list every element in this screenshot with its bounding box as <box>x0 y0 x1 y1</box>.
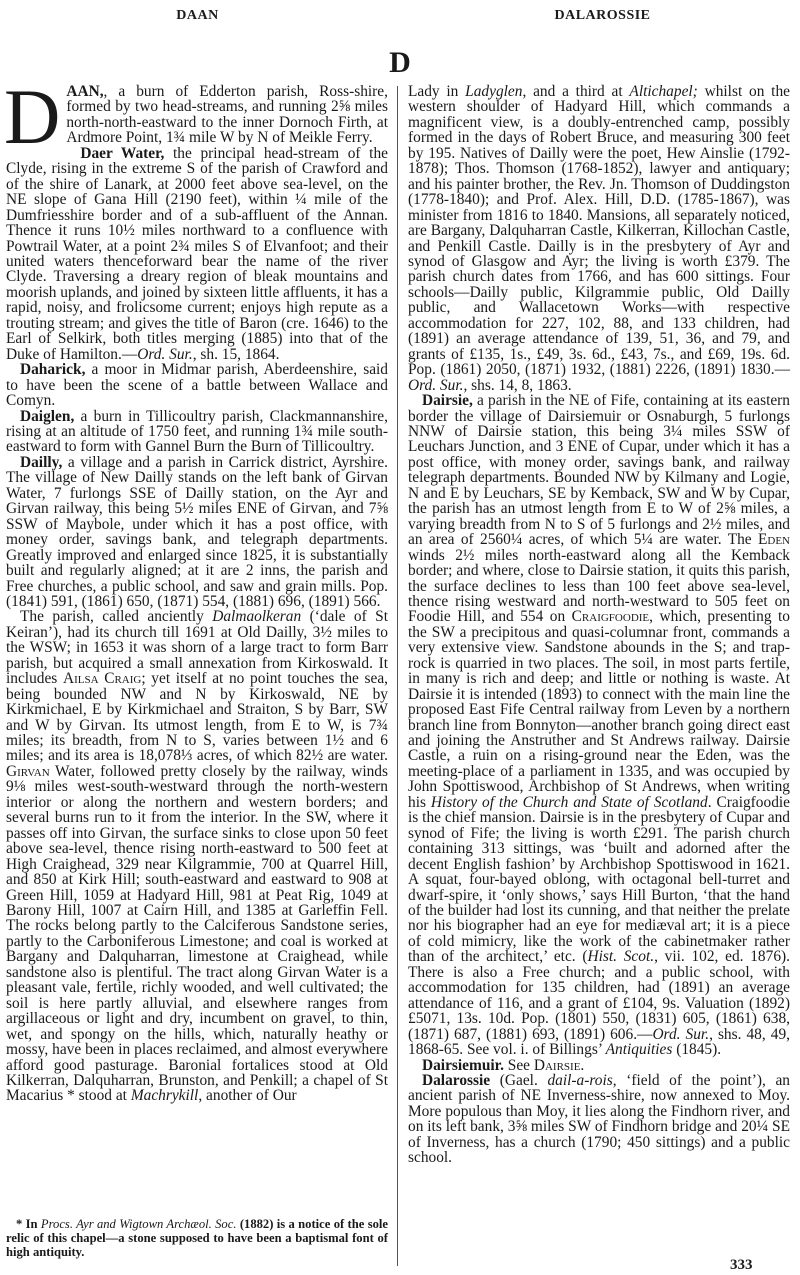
footnote <box>6 1217 388 1259</box>
entry-text: , vii. 102, ed. 1876). There is also a Free church; and a public school, with accommodation for 135 children, had (1891) an average attendance of 116, and a grant of £104, 9s. Valuation (1892) £5071, 13s. 10d. Pop. (1801) 550, (1831) 605, (1861) 638, (1871) 687, (1881) 693, (1891) 606.— <box>408 948 790 1043</box>
entry-headword: AAN, <box>66 83 104 100</box>
entry-paragraph <box>408 1073 790 1166</box>
italic-text: Procs. Ayr and Wigtown Archæol. Soc. <box>40 1217 237 1231</box>
italic-text: Ladyglen <box>465 83 523 100</box>
entry-text: , and a third at <box>522 83 630 100</box>
entry-text: The parish, called anciently <box>20 608 213 626</box>
italic-text: Dalmaolkeran <box>212 608 302 626</box>
entry-text: a burn in Tillicoultry parish, Clackmannanshire, rising at an altitude of 1750 feet, and running 1¾ mile south-eastward to form with Gannel Burn the Burn of Tillicoultry. <box>6 407 388 456</box>
italic-text: Machrykill <box>130 1087 199 1105</box>
entry-text: , shs. 48, 49, 1868-65. See vol. i. of Billings’ <box>408 1025 790 1059</box>
cross-reference: Eden <box>757 531 790 549</box>
entry-headword: Daharick, <box>20 361 86 379</box>
entry-text: , which, presenting to the SW a precipitous and quasi-columnar front, commands a very extensive view. Sandstone abounds in the S; and trap-rock is quarried in two places. The soil, in most parts fertile, in many is rich and deep; and little or nothing is waste. At Dairsie it is intended (1893) to connect with the main line the proposed East Fife Central railway from Leven by a northern branch line from Bonnyton—another branch going direct east and joining the Anstruther and St Andrews railway. Dairsie Castle, a ruin on a rising-ground near the Eden, was the meeting-place of a parliament in 1335, and was occupied by John Spottiswood, Archbishop of St Andrews, when writing his <box>408 608 790 811</box>
italic-text: Ord. Sur. <box>652 1025 710 1043</box>
italic-text: Ord. Sur. <box>408 376 464 394</box>
entry-text: See <box>503 1056 534 1074</box>
italic-text: Altichapel; <box>629 83 698 100</box>
entry-paragraph <box>6 1217 388 1259</box>
italic-text: Ord. Sur. <box>137 345 193 363</box>
entry-text: . <box>580 1056 585 1074</box>
entry-headword: Dairsiemuir. <box>422 1056 504 1074</box>
entry-headword: Daer Water, <box>80 144 165 162</box>
italic-text: Hist. Scot. <box>587 948 655 966</box>
entry-text: the principal head-stream of the Clyde, rising in the extreme S of the parish of Crawford and of the shire of Lanark, at 2000 feet above sea-level, on the NE slope of Gana Hill (2190 feet), within ¼ mile of the Dumfriesshire border and of a sub-affluent of the Annan. Thence it runs 10½ miles northward to a confluence with Powtrail Water, at a point 2¾ miles S of Elvanfoot; and their united waters thenceforward bear the name of the river Clyde. Traversing a dreary region of bleak mountains and moorish uplands, and joined by sixteen little affluents, it has a rapid, noisy, and frolicsome current; enjoys high repute as a trouting stream; and gives the title of Baron (cre. 1646) to the Earl of Selkirk, both titles merging (1885) into that of the Duke of Hamilton.— <box>6 144 388 363</box>
entry-text: . Craigfoodie is the chief mansion. Dairsie is in the presbytery of Cupar and synod of Fife; the living is worth £291. The parish church containing 313 sittings, was ‘built and adorned after the decent English fashion’ by Archbishop Spottiswood in 1621. A squat, four-bayed oblong, with octagonal bell-turret and dwarf-spire, it ‘only shows,’ says Hill Burton, ‘that the hand of the builder had lost its cunning, and that neither the prelate nor his biographer had an eye for mediæval art; it is a piece of cold mimicry, like the work of the cabinetmaker rather than of the architect,’ etc. ( <box>408 793 790 966</box>
entry-headword: Dailly, <box>20 453 63 471</box>
page-number: 333 <box>730 1257 753 1273</box>
section-letter: D <box>389 46 411 79</box>
entry-text: Lady in <box>408 83 466 100</box>
cross-reference: Girvan <box>6 762 50 780</box>
drop-cap: D <box>4 73 61 160</box>
entry-text: (‘dale of St Keiran’), had its church till 1691 at Old Dailly, 3½ miles to the WSW; in 1653 it was shorn of a large tract to form Barr parish, but acquired a small annexation from Kirkoswald. It includes <box>6 608 388 688</box>
entry-paragraph <box>6 609 388 1104</box>
cross-reference: Dairsie <box>533 1056 581 1074</box>
entry-text: , another of Our <box>198 1087 297 1105</box>
entry-text: a village and a parish in Carrick district, Ayrshire. The village of New Dailly stands on the left bank of Girvan Water, 7 furlongs SSE of Dailly station, on the Ayr and Girvan railway, this being 5½ miles ENE of Girvan, and 7⅝ SSW of Maybole, under which it has a post office, with money order, savings bank, and telegraph departments. Greatly improved and enlarged since 1825, it is substantially built and regularly aligned; at it are 2 inns, the parish and Free churches, a public school, and saw and grain mills. Pop. (1841) 591, (1861) 650, (1871) 554, (1881) 696, (1891) 566. <box>6 453 388 610</box>
entry-text: a parish in the NE of Fife, containing at its eastern border the village of Dairsiemuir or Osnaburgh, 5 furlongs NNW of Dairsie station, this being 3¼ miles SSW of Leuchars Junction, and 3 ENE of Cupar, under which it has a post office, with money order, savings bank, and railway telegraph departments. Bounded NW by Kilmany and Logie, N and E by Leuchars, SE by Kemback, SW and W by Cupar, the parish has an utmost length from E to W of 2⅝ miles, a varying breadth from N to S of 5 furlongs and 2½ miles, and an area of 2560¼ acres, of which 5¼ are water. The <box>408 392 790 549</box>
entry-text: a moor in Midmar parish, Aberdeenshire, said to have been the scene of a battle between Wallace and Comyn. <box>6 361 388 410</box>
entry-paragraph <box>408 393 790 1057</box>
entry-paragraph <box>6 455 388 610</box>
entry-text: winds 2½ miles north-eastward along all the Kemback border; and where, close to Dairsie station, it quits this parish, the surface declines to less than 100 feet above sea-level, thence rising westward and north-westward to 505 feet on Foodie Hill, and 554 on <box>408 546 790 626</box>
entry-text: (Gael. <box>490 1072 548 1089</box>
entry-headword: Daiglen, <box>20 407 75 425</box>
entry-paragraph <box>6 409 388 455</box>
entry-headword: Dalarossie <box>422 1072 491 1089</box>
entry-text: , ‘field of the point’), an ancient parish of NE Inverness-shire, now annexed to Moy. More populous than Moy, it lies along the Findhorn river, and on its left bank, 3⅝ miles SW of Findhorn bridge and 20¼ SE of Inverness, has a church (1790; 450 sittings) and a public school. <box>408 1072 790 1167</box>
entry-text: , shs. 14, 8, 1863. <box>463 376 572 394</box>
entry-text: , a burn of Edderton parish, Ross-shire, formed by two head-streams, and running 2⅝ miles north-north-eastward to the inner Dornoch Firth, at Ardmore Point, 1¾ mile W by N of Meikle Ferry. <box>66 83 388 147</box>
left-column <box>4 73 389 1105</box>
entry-paragraph <box>408 84 790 393</box>
cross-reference: Craigfoodie <box>571 608 650 626</box>
entry-text: , sh. 15, 1864. <box>192 345 280 363</box>
entry-paragraph <box>6 362 388 408</box>
running-head-right: DALAROSSIE <box>554 8 651 23</box>
entry-text: ; yet itself at no point touches the sea, being bounded NW and N by Kirkoswald, NE by Kirkmichael, E by Kirkmichael and Straiton, S by Barr, SW and W by Girvan. Its utmost length, from E to W, is 7¾ miles; its breadth, from N to S, varies between 1½ and 6 miles; and its area is 18,078⅓ acres, of which 82½ are water. <box>6 670 389 765</box>
entry-text: (1845). <box>672 1041 722 1059</box>
italic-text: dail-a-rois <box>547 1072 613 1089</box>
running-head-left: DAAN <box>176 8 219 23</box>
right-column <box>408 84 790 1166</box>
entry-text: (1882) is a notice of the sole relic of this chapel—a stone supposed to have been a baptismal font of high antiquity. <box>6 1217 388 1259</box>
entry-text: whilst on the western shoulder of Hadyard Hill, which commands a magnificent view, is a doubly-entrenched camp, possibly formed in the days of Robert Bruce, and measuring 300 feet by 195. Natives of Dailly were the poet, Hew Ainslie (1792-1878); Thos. Thomson (1768-1852), lawyer and antiquary; and his painter brother, the Rev. Jn. Thomson of Duddingston (1778-1840); and Prof. Alex. Hill, D.D. (1785-1867), was minister from 1816 to 1840. Mansions, all separately noticed, are Bargany, Dalquharran Castle, Kilkerran, Killochan Castle, and Penkill Castle. Dailly is in the presbytery of Ayr and synod of Glasgow and Ayr; the living is worth £379. The parish church dates from 1766, and has 600 sittings. Four schools—Dailly public, Kilgrammie public, Old Dailly public, and Wallacetown Works—with respective accommodation for 227, 102, 88, and 133 children, had (1891) an average attendance of 139, 51, 36, and 79, and grants of £135, 1s., £49, 3s. 6d., £43, 7s., and £69, 19s. 6d. Pop. (1861) 2050, (1871) 1932, (1881) 2226, (1891) 1830.— <box>408 83 790 379</box>
italic-text: Antiquities <box>605 1041 673 1059</box>
entry-paragraph <box>408 1058 790 1073</box>
entry-text: * In <box>16 1217 41 1231</box>
entry-text: Water, followed pretty closely by the railway, winds 9⅛ miles west-south-westward through the north-western interior or along the northern and western borders; and several burns run to it from the interior. In the SW, where it passes off into Girvan, the surface sinks to close upon 50 feet above sea-level, thence rising north-eastward to 500 feet at High Craighead, 329 near Kilgrammie, 700 at Quarrel Hill, and 850 at Kirk Hill; south-eastward and eastward to 908 at Green Hill, 1059 at Hadyard Hill, 981 at Peat Rig, 1049 at Barony Hill, 1007 at Cairn Hill, and 1385 at Garleffin Fell. The rocks belong partly to the Calciferous Sandstone series, partly to the Carboniferous Limestone; and coal is worked at Bargany and Dalquharran, limestone at Craighead, while sandstone also is plentiful. The tract along Girvan Water is a pleasant vale, fertile, richly wooded, and well cultivated; the soil is here partly alluvial, and elsewhere ranges from argillaceous or light and dry, incumbent on gravel, to thin, wet, and spongy on the hills, which, naturally heathy or mossy, have been in places reclaimed, and almost everywhere afford good pasturage. Baronial fortalices stood at Old Kilkerran, Dalquharran, Brunston, and Penkill; a chapel of St Macarius * stood at <box>6 762 388 1105</box>
italic-text: History of the Church and State of Scotland <box>430 793 708 811</box>
entry-headword: Dairsie, <box>422 392 473 410</box>
column-divider <box>397 86 398 1266</box>
cross-reference: Ailsa Craig <box>62 670 142 688</box>
entry-paragraph <box>6 146 388 362</box>
